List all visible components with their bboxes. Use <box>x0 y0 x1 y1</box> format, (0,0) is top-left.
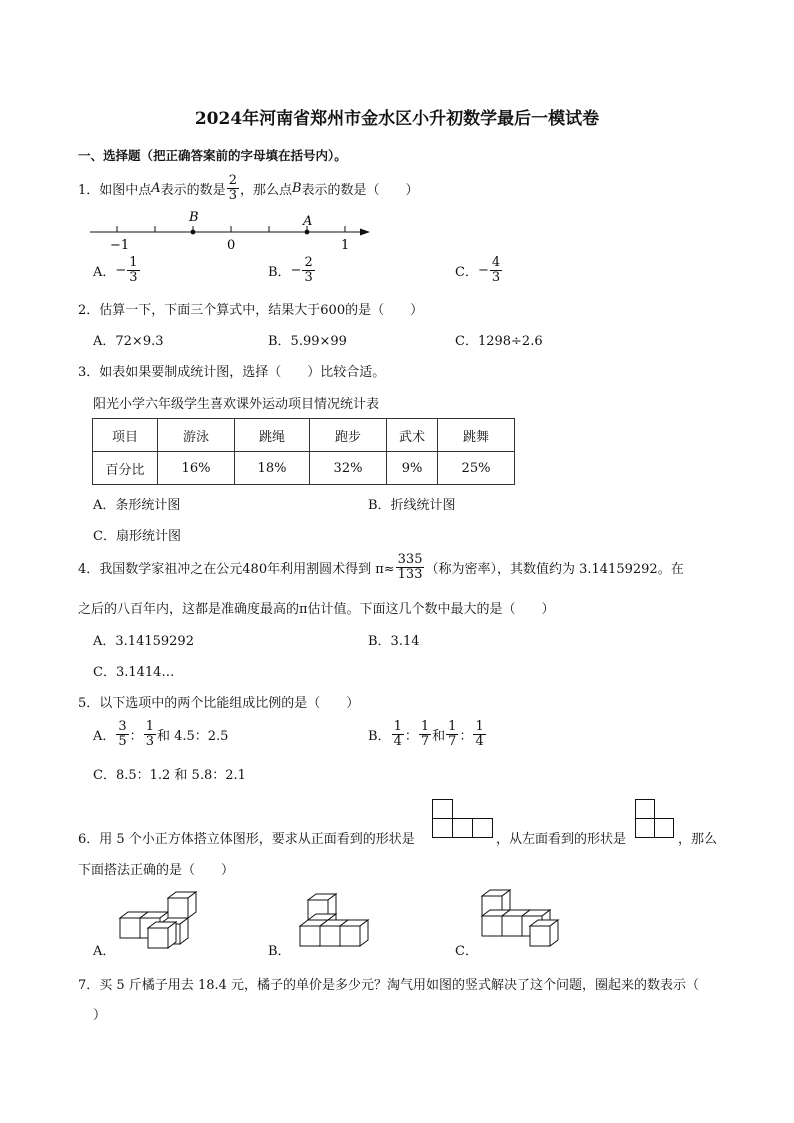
question-6-text-d: 下面搭法正确的是（ ） <box>78 863 235 878</box>
section-heading: 一、选择题（把正确答案前的字母填在括号内）。 <box>78 148 347 163</box>
cube <box>168 892 196 918</box>
option-b[interactable]: B．3.14 <box>368 634 420 649</box>
option-c[interactable]: C．3.1414… <box>93 665 175 680</box>
question-7-end: ） <box>93 1008 107 1023</box>
fraction: $\frac{335}{133}$ <box>397 552 423 582</box>
option-a[interactable]: A．条形统计图 <box>93 498 181 513</box>
fraction: $\frac{1}{3}$ <box>129 255 138 285</box>
table-row: 百分比 16% 18% 32% 9% 25% <box>93 452 515 485</box>
fraction: $\frac{1}{3}$ <box>145 719 154 749</box>
page-title: 2024年河南省郑州市金水区小升初数学最后一模试卷 <box>194 109 600 129</box>
option-b[interactable]: B． − $\frac{2}{3}$ <box>268 255 313 285</box>
question-text: 表示的数是（ ） <box>301 182 419 198</box>
tick-label: −1 <box>110 238 130 253</box>
fraction: $\frac{1}{4}$ <box>393 719 402 749</box>
question-2: 2．估算一下，下面三个算式中，结果大于600的是（ ） <box>78 303 424 318</box>
point-label: B <box>291 180 302 196</box>
option-a[interactable]: A．3.14159292 <box>93 634 194 649</box>
fraction: $\frac{1}{4}$ <box>475 719 484 749</box>
option-a[interactable]: A． − $\frac{1}{3}$ <box>93 255 138 285</box>
question-5: 5．以下选项中的两个比能组成比例的是（ ） <box>78 696 360 711</box>
option-a[interactable]: A． <box>93 944 116 959</box>
question-6-text-b: ，从左面看到的形状是 <box>496 832 627 847</box>
option-b[interactable]: B． <box>268 944 291 959</box>
question-text: ，那么点 <box>239 182 292 198</box>
cube <box>148 922 176 948</box>
option-c[interactable]: C．1298÷2.6 <box>455 334 543 349</box>
option-a[interactable]: A． $\frac{3}{5}$ ： $\frac{1}{3}$ 和 4.5：2.5 <box>93 719 229 749</box>
tick-label: 0 <box>227 238 236 253</box>
fraction: $\frac{3}{5}$ <box>118 719 127 749</box>
fraction: $\frac{2}{3}$ <box>304 255 313 285</box>
cube <box>530 920 558 946</box>
fraction: $\frac{1}{7}$ <box>420 719 430 749</box>
cube <box>340 920 368 946</box>
option-b[interactable]: B． $\frac{1}{4}$ ： $\frac{1}{7}$ 和 $\frac{1}{7}$ ： $\frac{1}{4}$ <box>368 719 484 749</box>
question-6-text-c: ，那么 <box>678 832 718 847</box>
question-6-text-a: 6．用 5 个小正方体搭立体图形，要求从正面看到的形状是 <box>78 832 415 847</box>
tick-label: 1 <box>341 238 350 253</box>
question-3: 3．如表如果要制成统计图，选择（ ）比较合适。 <box>78 365 386 380</box>
option-c[interactable]: C． <box>455 944 478 959</box>
option-b[interactable]: B．5.99×99 <box>268 334 347 349</box>
option-c[interactable]: C．扇形统计图 <box>93 529 181 544</box>
option-c[interactable]: C． − $\frac{4}{3}$ <box>455 255 501 285</box>
option-b[interactable]: B．折线统计图 <box>368 498 456 513</box>
table-row: 项目 游泳 跳绳 跑步 武术 跳舞 <box>93 419 515 452</box>
question-text: 表示的数是 <box>160 182 226 198</box>
question-4: 4．我国数学家祖冲之在公元480年利用割圆术得到 π≈ $\frac{335}{133}$ （称为密率），其数值约为 3.14159292。在 <box>78 552 684 582</box>
label-a: A <box>303 214 313 229</box>
question-text: 1．如图中点 <box>78 182 152 198</box>
fraction: $\frac{2}{3}$ <box>228 173 237 203</box>
option-c[interactable]: C．8.5：1.2 和 5.8：2.1 <box>93 768 246 783</box>
fraction: $\frac{1}{7}$ <box>448 719 457 749</box>
fraction: $\frac{4}{3}$ <box>491 255 501 285</box>
question-7: 7．买 5 斤橘子用去 18.4 元，橘子的单价是多少元？淘气用如图的竖式解决了这个问题，圈起来的数表示（ <box>78 978 700 993</box>
label-b: B <box>189 210 199 225</box>
point-label: A <box>151 180 161 196</box>
table-title: 阳光小学六年级学生喜欢课外运动项目情况统计表 <box>93 397 380 412</box>
option-a[interactable]: A．72×9.3 <box>93 334 164 349</box>
question-text: 之后的八百年内，这都是准确度最高的π估计值。下面这几个数中最大的是（ ） <box>78 602 555 617</box>
